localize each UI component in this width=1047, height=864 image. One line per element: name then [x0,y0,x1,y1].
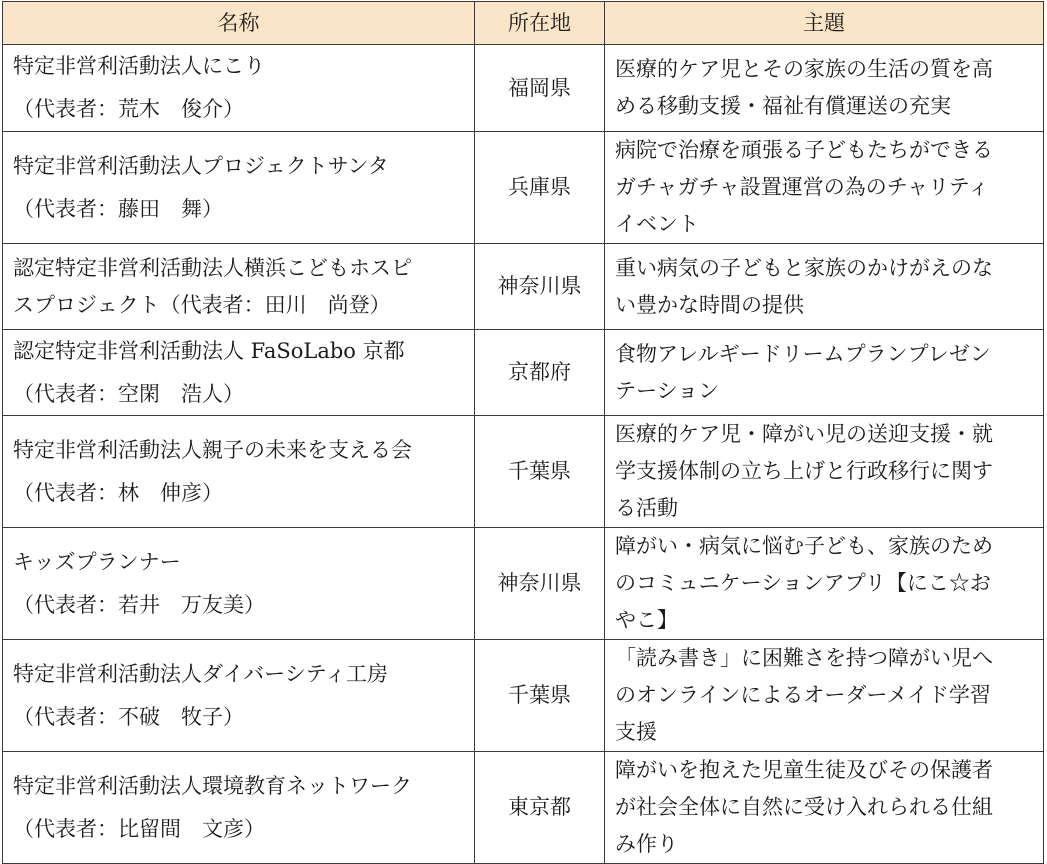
org-name-cell [3,244,475,330]
table-row [3,132,1044,244]
org-name: 特定非営利活動法人親子の未来を支える会 [13,437,412,462]
org-theme-cell [605,416,1044,528]
theme-line: める移動支援・福祉有償運送の充実 [615,94,951,118]
theme-line: い豊かな時間の提供 [615,292,804,317]
table-row [3,244,1044,330]
org-name: 特定非営利活動法人プロジェクトサンタ [13,153,389,178]
theme-line: み作り [615,832,678,856]
org-theme-cell [605,244,1044,330]
table-row [3,330,1044,416]
theme-line: ガチャガチャ設置運営の為のチャリティ [615,175,990,199]
org-name: 特定非営利活動法人環境教育ネットワーク [13,773,412,798]
org-location: 神奈川県 [475,244,605,330]
org-theme-cell [605,330,1044,416]
org-name-cell [3,330,475,416]
org-theme-cell [605,640,1044,752]
org-location: 東京都 [475,752,605,864]
org-location: 兵庫県 [475,132,605,244]
theme-line: 障がい・病気に悩む子ども、家族のため [615,534,993,558]
header-name: 名称 [3,2,475,45]
org-name-cell [3,45,475,132]
org-name: 特定非営利活動法人ダイバーシティ工房 [13,661,389,686]
org-theme-cell [605,752,1044,864]
theme-line: 学支援体制の立ち上げと行政移行に関す [615,459,993,483]
org-representative: （代表者：林 伸彦） [13,480,223,505]
org-representative: （代表者：藤田 舞） [13,196,223,221]
org-name: キッズプランナー [13,549,181,574]
theme-line: 病院で治療を頑張る子どもたちができる [615,138,993,162]
org-theme-cell [605,45,1044,132]
header-location: 所在地 [475,2,605,45]
org-name-cell [3,132,475,244]
org-name: 認定特定非営利活動法人 FaSoLabo 京都 [13,338,405,363]
theme-line: 医療的ケア児・障がい児の送迎支援・就 [615,422,993,446]
theme-line: のコミュニケーションアプリ【にこ☆お [615,571,991,595]
org-location: 福岡県 [475,45,605,132]
org-theme-cell [605,132,1044,244]
org-location: 神奈川県 [475,528,605,640]
org-name-cell [3,640,475,752]
table-row [3,528,1044,640]
header-row [3,2,1044,45]
table-row [3,45,1044,132]
org-name-cell [3,528,475,640]
theme-line: のオンラインによるオーダーメイド学習 [615,683,991,707]
org-name-continued: スプロジェクト（代表者：田川 尚登） [13,292,391,317]
theme-line: 食物アレルギードリームプランプレゼン [615,341,991,366]
org-location: 千葉県 [475,416,605,528]
table-row [3,640,1044,752]
theme-line: 障がいを抱えた児童生徒及びその保護者 [615,758,993,782]
org-name: 特定非営利活動法人にこり [13,54,265,78]
theme-line: やこ】 [615,608,678,632]
header-theme: 主題 [605,2,1044,45]
theme-line: る活動 [615,496,678,520]
theme-line: が社会全体に自然に受け入れられる仕組 [615,795,993,819]
org-representative: （代表者：空閑 浩人） [13,381,244,406]
org-name: 認定特定非営利活動法人横浜こどもホスピ [13,255,412,280]
org-representative: （代表者：荒木 俊介） [13,97,244,121]
table-row [3,416,1044,528]
org-representative: （代表者：不破 牧子） [13,704,244,729]
org-representative: （代表者：比留間 文彦） [13,816,265,841]
table-row [3,752,1044,864]
org-theme-cell [605,528,1044,640]
org-representative: （代表者：若井 万友美） [13,592,265,617]
theme-line: 支援 [615,720,657,744]
theme-line: テーション [615,378,720,403]
org-location: 千葉県 [475,640,605,752]
theme-line: 「読み書き」に困難さを持つ障がい児へ [615,646,993,670]
organizations-table [2,1,1044,864]
org-name-cell [3,416,475,528]
theme-line: 重い病気の子どもと家族のかけがえのな [615,255,993,280]
theme-line: 医療的ケア児とその家族の生活の質を高 [615,57,993,81]
org-name-cell [3,752,475,864]
org-location: 京都府 [475,330,605,416]
theme-line: イベント [615,212,699,236]
